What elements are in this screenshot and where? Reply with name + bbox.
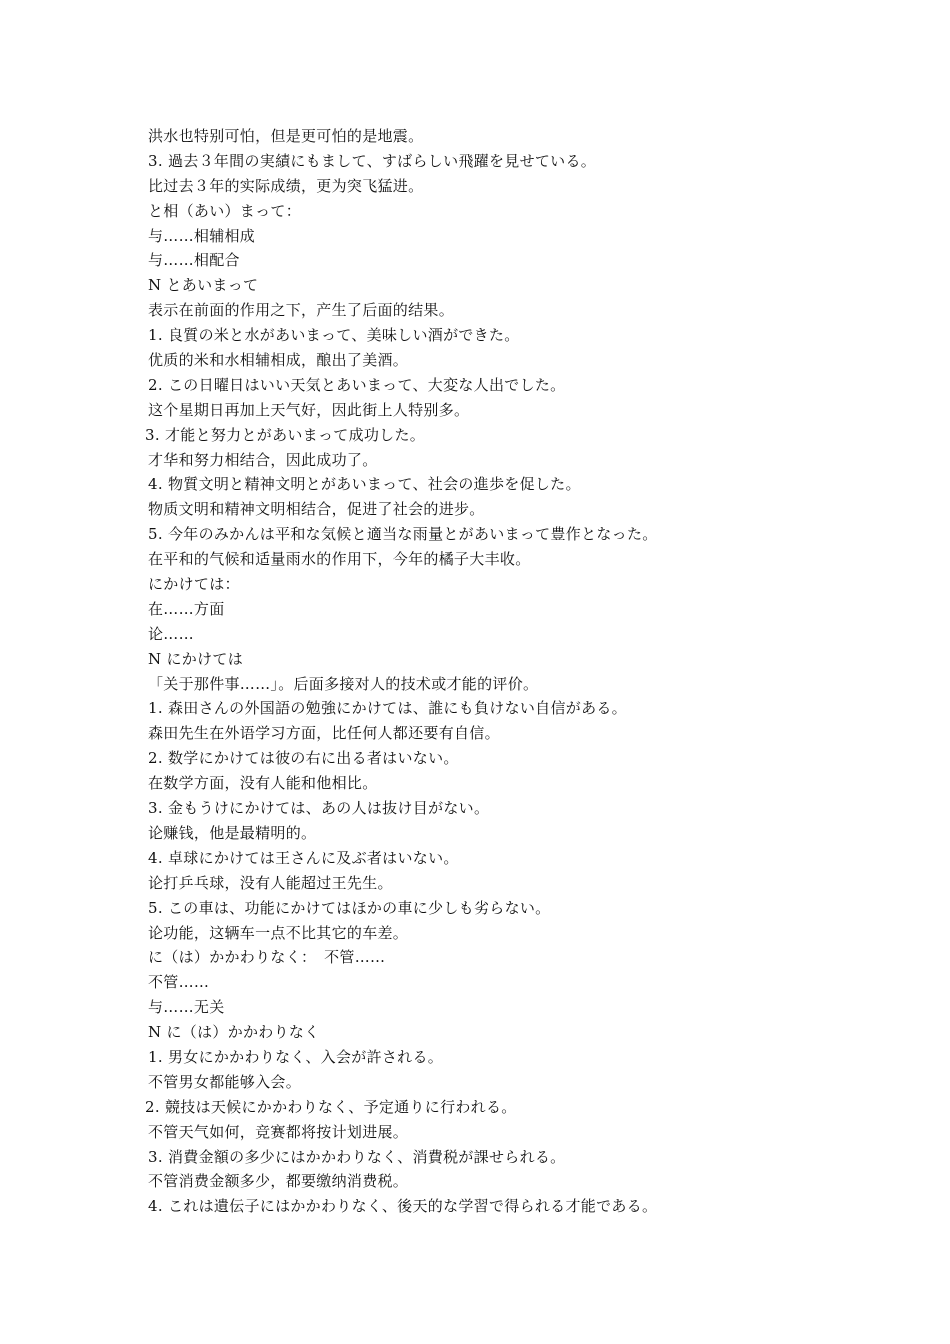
text-line: 与……无关 [148,998,225,1017]
text-line: 论功能，这辆车一点不比其它的车差。 [148,923,409,942]
text-line: 这个星期日再加上天气好，因此街上人特别多。 [148,400,470,419]
text-line: 「关于那件事……」。后面多接对人的技术或才能的评价。 [148,674,539,693]
text-line: 物质文明和精神文明相结合，促进了社会的进步。 [148,500,485,519]
text-line: 1. 男女にかかわりなく、入会が許される。 [148,1047,444,1066]
text-line: 4. これは遺伝子にはかかわりなく、後天的な学習で得られる才能である。 [148,1197,658,1216]
text-line: 在数学方面，没有人能和他相比。 [148,774,378,793]
text-line: 2. 競技は天候にかかわりなく、予定通りに行われる。 [145,1097,517,1116]
text-line: N とあいまって [148,276,259,295]
text-line: 论打乒乓球，没有人能超过王先生。 [148,873,393,892]
text-line: 不管天气如何，竞赛都将按计划进展。 [148,1122,409,1141]
text-line: 3. 過去３年間の実績にもまして、すばらしい飛躍を見せている。 [148,151,597,170]
text-line: 比过去３年的实际成绩，更为突飞猛进。 [148,176,424,195]
text-line: 5. この車は、功能にかけてはほかの車に少しも劣らない。 [148,898,551,917]
text-line: 1. 良質の米と水があいまって、美味しい酒ができた。 [148,326,520,345]
text-line: にかけては： [148,575,240,594]
text-line: に（は）かかわりなく： 不管…… [148,948,386,967]
text-line: 与……相配合 [148,251,240,270]
text-line: 2. この日曜日はいい天気とあいまって、大変な人出でした。 [148,375,566,394]
text-line: N に（は）かかわりなく [148,1023,320,1042]
text-line: 论…… [148,624,194,643]
text-line: 4. 卓球にかけては王さんに及ぶ者はいない。 [148,848,459,867]
text-line: 1. 森田さんの外国語の勉強にかけては、誰にも負けない自信がある。 [148,699,627,718]
text-line: 表示在前面的作用之下，产生了后面的结果。 [148,301,455,320]
text-line: 洪水也特别可怕，但是更可怕的是地震。 [148,127,424,145]
text-line: 不管消费金额多少，都要缴纳消费税。 [148,1172,409,1191]
text-line: 4. 物質文明と精神文明とがあいまって、社会の進歩を促した。 [148,475,581,494]
text-line: 在……方面 [148,599,225,618]
text-line: 3. 消費金額の多少にはかかわりなく、消費税が課せられる。 [148,1147,566,1166]
text-line: 论赚钱，他是最精明的。 [148,823,317,842]
text-line: 与……相辅相成 [148,226,256,245]
text-line: 5. 今年のみかんは平和な気候と適当な雨量とがあいまって豊作となった。 [148,525,658,544]
text-line: 3. 金もうけにかけては、あの人は抜け目がない。 [148,799,490,818]
text-line: 不管男女都能够入会。 [148,1072,302,1091]
text-line: 3. 才能と努力とがあいまって成功した。 [145,425,426,444]
document-body [145,124,908,1219]
text-line: 森田先生在外语学习方面，比任何人都还要有自信。 [148,724,500,743]
text-line: 才华和努力相结合，因此成功了。 [148,450,378,469]
text-line: N にかけては [148,649,243,668]
text-line: と相（あい）まって： [148,201,302,220]
text-line: 在平和的气候和适量雨水的作用下，今年的橘子大丰收。 [148,550,531,569]
text-line: 不管…… [148,973,210,992]
text-line: 2. 数学にかけては彼の右に出る者はいない。 [148,749,459,768]
text-line: 优质的米和水相辅相成，酿出了美酒。 [148,351,409,370]
